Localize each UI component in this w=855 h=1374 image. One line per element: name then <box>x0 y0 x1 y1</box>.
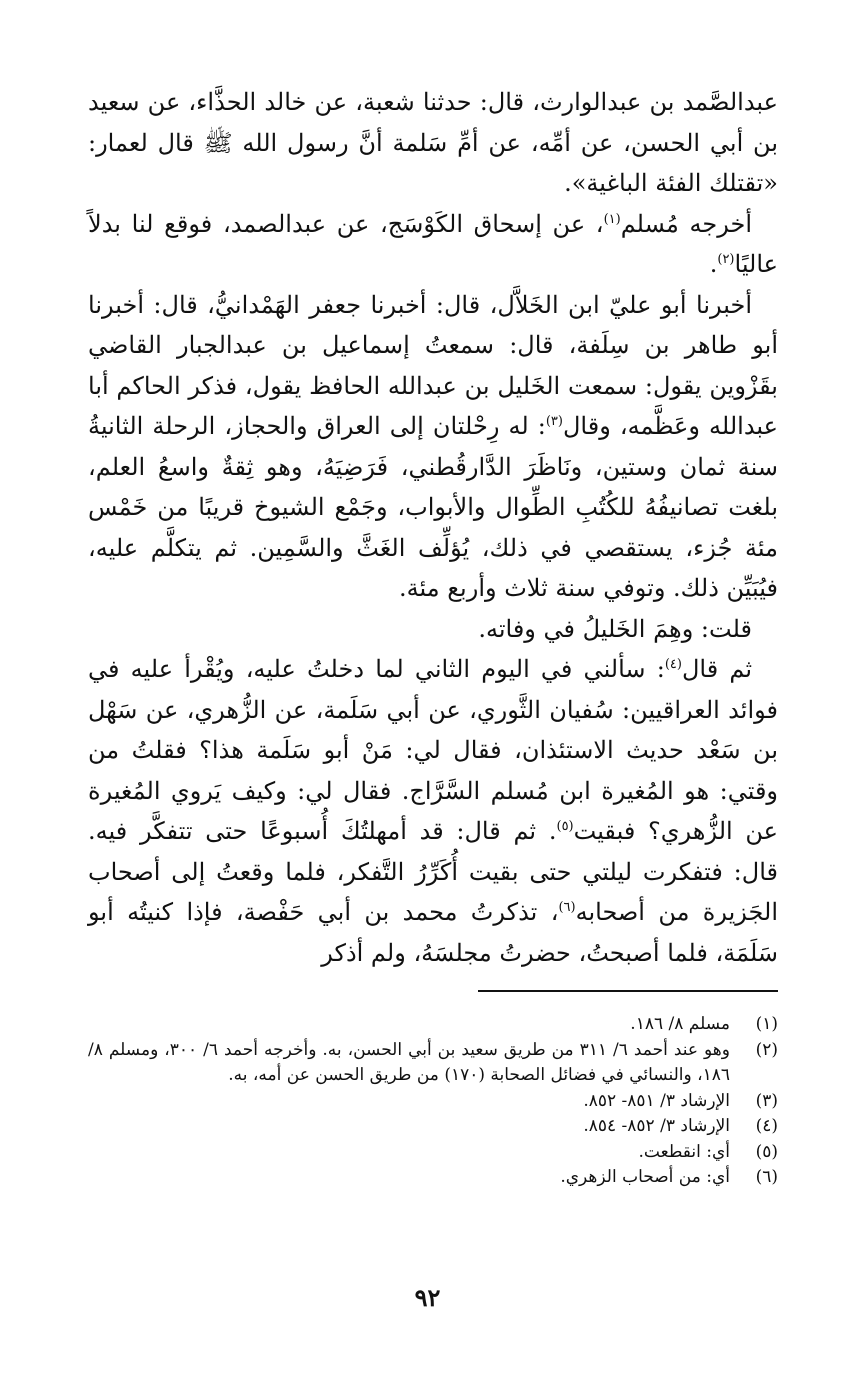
paragraph-text: : له رِحْلتان إلى العراق والحجاز، الرحلة الثانيةُ سنة ثمان وستين، ونَاظَرَ الدَّارقُطني، فَرَضِيَهُ، وهو ثِقةٌ واسعُ العلم، بلغت تصانيفُهُ للكُتُبِ الطِّوال والأبواب، وجَمْع الشيوخ قريبًا من خَمْس مئة جُزء، يستقصي في ذلك، يُؤلِّف الغَثَّ والسَّمِين. ثم يتكلَّم عليه، فيُبَيِّن ذلك. وتوفي سنة ثلاث وأربع مئة. <box>88 412 778 602</box>
footnote-ref-6: (٦) <box>558 900 576 915</box>
body-text <box>88 82 778 973</box>
footnote-text: الإرشاد ٣/ ٨٥١- ٨٥٢. <box>583 1090 730 1111</box>
footnote-ref-5: (٥) <box>556 819 574 834</box>
paragraph-5 <box>88 649 778 973</box>
main-text <box>88 82 778 973</box>
footnote-item <box>88 1165 778 1191</box>
footnote-ref-2: (٢) <box>717 252 735 267</box>
footnote-text: أي: انقطعت. <box>638 1141 730 1162</box>
paragraph-text: ثم قال <box>681 655 753 683</box>
footnote-text: مسلم ٨/ ١٨٦. <box>630 1014 730 1034</box>
footnote-number: (٦) <box>755 1167 778 1187</box>
footnote-number: (٥) <box>755 1141 778 1162</box>
paragraph-text: عبدالصَّمد بن عبدالوارث، قال: حدثنا شعبة، عن خالد الحذَّاء، عن سعيد بن أبي الحسن، عن أمِّه، عن أمِّ سَلمة أنَّ رسول الله ﷺ قال لعمار: «تقتلك الفئة الباغية». <box>88 88 778 197</box>
footnote-ref-3: (٣) <box>545 414 563 429</box>
footnote-number: (٤) <box>755 1116 778 1136</box>
paragraph-text: . ثم قال: قد أمهلتُكَ أُسبوعًا حتى تتفكَّر فيه. قال: فتفكرت ليلتي حتى بقيت أُكَرِّرُ التَّفكر، فلما وقعتُ إلى أصحاب الجَزيرة من أصحابه <box>88 817 778 926</box>
footnote-number: (٢) <box>755 1039 778 1060</box>
paragraph-2 <box>88 204 778 285</box>
paragraph-text: أخرجه مُسلم <box>620 209 753 238</box>
paragraph-4 <box>88 609 778 650</box>
footnote-item <box>88 1089 778 1115</box>
footnote-item <box>88 1114 778 1140</box>
footnote-item <box>88 1140 778 1166</box>
footnote-ref-4: (٤) <box>664 657 682 672</box>
paragraph-text: قلت: وهِمَ الخَليلُ في وفاته. <box>478 614 752 643</box>
footnote-item <box>88 1038 778 1089</box>
footnote-ref-1: (١) <box>603 211 621 227</box>
footnote-number: (١) <box>755 1014 778 1034</box>
footnote-number: (٣) <box>755 1090 778 1111</box>
paragraph-text: . <box>709 250 718 278</box>
paragraph-text: : سألني في اليوم الثاني لما دخلتُ عليه، ويُقْرأ عليه في فوائد العراقيين: سُفيان الثَّوري، عن أبي سَلَمة، عن الزُّهري، عن سَهْل بن سَعْد حديث الاستئذان، فقال لي: مَنْ أبو سَلَمة هذا؟ فقلتُ من وقتي: هو المُغيرة ابن مُسلم السَّرَّاج. فقال لي: وكيف يَروي المُغيرة عن الزُّهري؟ فبقيت <box>88 655 779 845</box>
footnote-text: وهو عند أحمد ٦/ ٣١١ من طريق سعيد بن أبي الحسن، به. وأخرجه أحمد ٦/ ٣٠٠، ومسلم ٨/ ١٨٦، والنسائي في فضائل الصحابة (١٧٠) من طريق الحسن عن أمه، به. <box>88 1039 730 1085</box>
footnote-divider <box>478 990 778 992</box>
footnote-text: الإرشاد ٣/ ٨٥٢- ٨٥٤. <box>583 1116 730 1136</box>
paragraph-text: ، تذكرتُ محمد بن أبي حَفْصة، فإذا كنيتُه أبو سَلَمَة، فلما أصبحتُ، حضرتُ مجلسَهُ، ولم أذكر <box>88 898 778 967</box>
page-number: ٩٢ <box>414 1283 441 1312</box>
footnotes <box>88 1012 778 1191</box>
paragraph-1 <box>88 82 778 204</box>
paragraph-text: أخبرنا أبو عليّ ابن الخَلاَّل، قال: أخبرنا جعفر الهَمْدانيُّ، قال: أخبرنا أبو طاهر بن سِلَفة، قال: سمعتُ إسماعيل بن عبدالجبار القاضي بقَزْوين يقول: سمعت الخَليل بن عبدالله الحافظ يقول، فذكر الحاكم أبا عبدالله وعَظَّمه، وقال <box>88 290 778 440</box>
paragraph-text: ، عن إسحاق الكَوْسَج، عن عبدالصمد، فوقع لنا بدلاً عاليًا <box>88 209 778 278</box>
footnote-text: أي: من أصحاب الزهري. <box>560 1167 730 1187</box>
footnote-item <box>88 1012 778 1038</box>
paragraph-3 <box>88 285 778 609</box>
